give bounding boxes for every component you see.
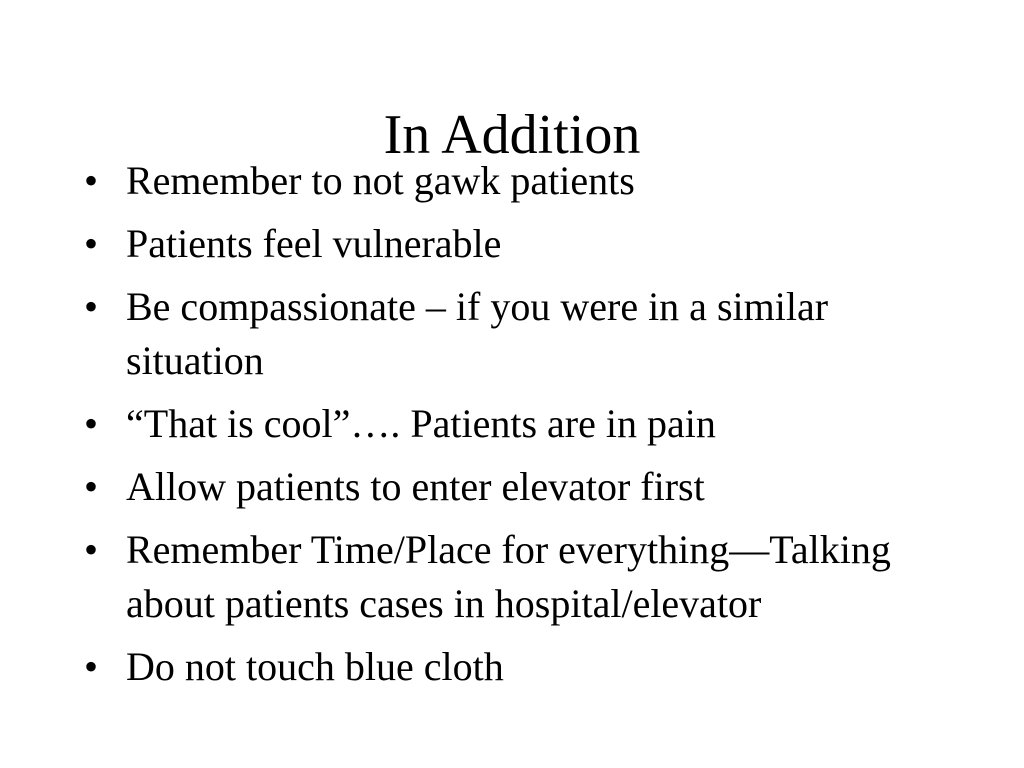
bullet-icon: • [84, 284, 99, 329]
bullet-item [84, 280, 964, 388]
bullet-list [84, 154, 964, 703]
bullet-text: Allow patients to enter elevator first [126, 464, 705, 509]
bullet-icon: • [84, 401, 99, 446]
bullet-text: Patients feel vulnerable [126, 221, 502, 266]
bullet-item [84, 397, 964, 451]
bullet-item [84, 523, 964, 631]
bullet-item [84, 217, 964, 271]
bullet-text: “That is cool”…. Patients are in pain [126, 401, 716, 446]
bullet-text: Be compassionate – if you were in a similar situation [126, 284, 829, 383]
bullet-item [84, 460, 964, 514]
bullet-icon: • [84, 158, 99, 203]
bullet-icon: • [84, 527, 99, 572]
bullet-icon: • [84, 644, 99, 689]
slide-title: In Addition [383, 104, 641, 166]
bullet-icon: • [84, 221, 99, 266]
bullet-text: Remember to not gawk patients [126, 158, 635, 203]
bullet-text: Do not touch blue cloth [126, 644, 504, 689]
bullet-item [84, 154, 964, 208]
bullet-item [84, 640, 964, 694]
bullet-text: Remember Time/Place for everything—Talking about patients cases in hospital/elevator [126, 527, 891, 626]
bullet-icon: • [84, 464, 99, 509]
